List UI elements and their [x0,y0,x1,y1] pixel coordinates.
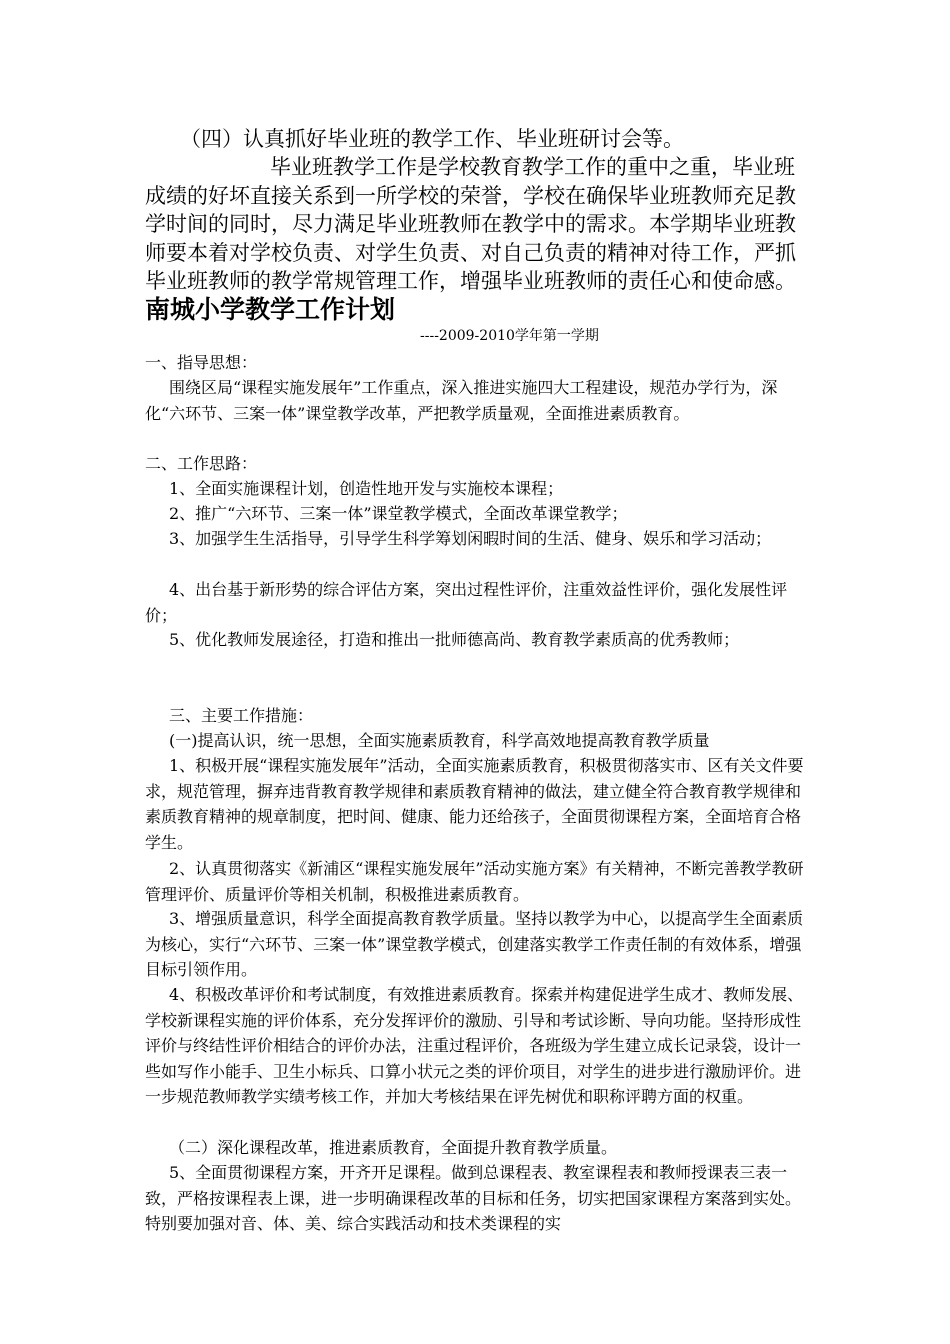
paragraph-guiding-ideology: 围绕区局“课程实施发展年”工作重点，深入推进实施四大工程建设，规范办学行为，深化“六环节、三案一体”课堂教学改革，严把教学质量观，全面推进素质教育。 [145,378,778,423]
document-subtitle: ----2009-2010学年第一学期 [420,328,599,344]
list-item-approach-3: 3、加强学生生活指导，引导学生科学筹划闲暇时间的生活、健身、娱乐和学习活动； [169,529,772,548]
list-item-approach-5: 5、优化教师发展途径，打造和推出一批师德高尚、教育教学素质高的优秀教师； [169,630,740,649]
measure-paragraph-1: 1、积极开展“课程实施发展年”活动，全面实施素质教育，积极贯彻落实市、区有关文件要求，规范管理，摒弃违背教育教学规律和素质教育精神的做法，建立健全符合教育教学规律和素质教育精神的规章制度，把时间、健康、能力还给孩子，全面贯彻课程方案，全面培育合格学生。 [145,756,804,852]
measure-paragraph-2: 2、认真贯彻落实《新浦区“课程实施发展年”活动实施方案》有关精神，不断完善教学教研管理评价、质量评价等相关机制，积极推进素质教育。 [145,859,804,904]
document-title: 南城小学教学工作计划 [145,294,396,324]
list-item-approach-4: 4、出台基于新形势的综合评估方案，突出过程性评价，注重效益性评价，强化发展性评价； [145,580,788,625]
section-four-body: 毕业班教学工作是学校教育教学工作的重中之重，毕业班成绩的好坏直接关系到一所学校的荣誉，学校在确保毕业班教师充足教学时间的同时，尽力满足毕业班教师在教学中的需求。本学期毕业班教师要本着对学校负责、对学生负责、对自己负责的精神对待工作，严抓毕业班教师的教学常规管理工作，增强毕业班教师的责任心和使命感。 [145,155,796,293]
section-four-heading: （四）认真抓好毕业班的教学工作、毕业班研讨会等。 [180,127,684,151]
section-four-paragraph [145,153,810,325]
heading-guiding-ideology: 一、指导思想： [145,353,258,372]
heading-work-approach: 二、工作思路： [145,454,258,473]
list-item-approach-1: 1、全面实施课程计划，创造性地开发与实施校本课程； [169,479,564,498]
subheading-measures-2: （二）深化课程改革，推进素质教育，全面提升教育教学质量。 [169,1138,618,1157]
measure-paragraph-5: 5、全面贯彻课程方案，开齐开足课程。做到总课程表、教室课程表和教师授课表三表一致，严格按课程表上课，进一步明确课程改革的目标和任务，切实把国家课程方案落到实处。特别要加强对音、体、美、综合实践活动和技术类课程的实 [145,1163,802,1233]
subheading-measures-1: (一)提高认识，统一思想，全面实施素质教育，科学高效地提高教育教学质量 [169,731,710,750]
list-item-approach-2: 2、推广“六环节、三案一体”课堂教学模式，全面改革课堂教学； [169,504,628,523]
heading-main-measures: 三、主要工作措施： [169,706,314,725]
measure-paragraph-4: 4、积极改革评价和考试制度，有效推进素质教育。探索并构建促进学生成才、教师发展、学校新课程实施的评价体系，充分发挥评价的激励、引导和考试诊断、导向功能。坚持形成性评价与终结性评价相结合的评价办法，注重过程评价，各班级为学生建立成长记录袋，设计一些如写作小能手、卫生小标兵、口算小状元之类的评价项目，对学生的进步进行激励评价。进一步规范教师教学实绩考核工作，并加大考核结果在评先树优和职称评聘方面的权重。 [145,985,804,1106]
measure-paragraph-3: 3、增强质量意识，科学全面提高教育教学质量。坚持以教学为中心，以提高学生全面素质为核心，实行“六环节、三案一体”课堂教学模式，创建落实教学工作责任制的有效体系，增强目标引领作用。 [145,909,804,979]
